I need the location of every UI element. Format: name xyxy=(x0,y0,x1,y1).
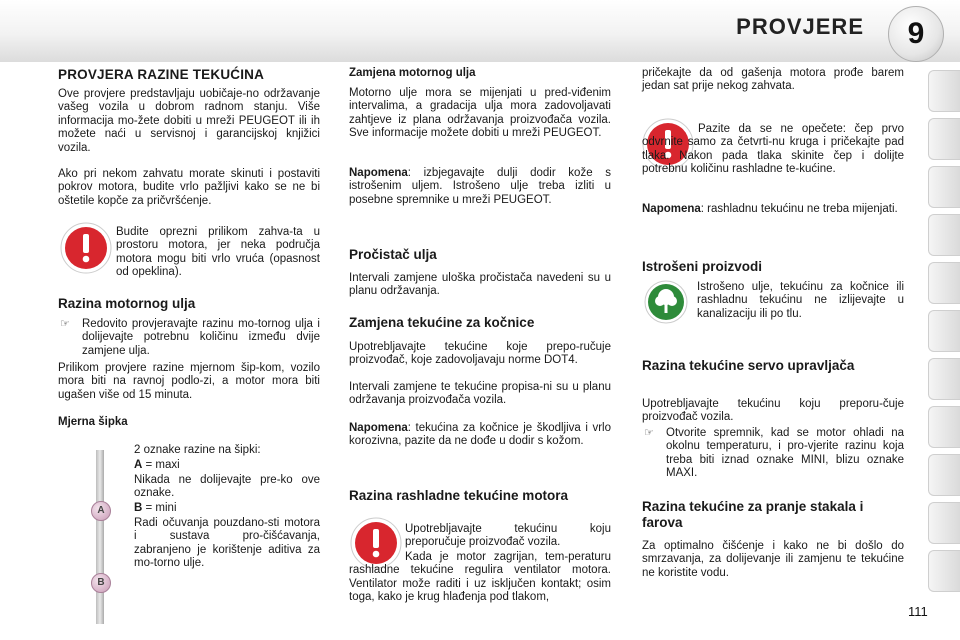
engine-heat-warning: Budite oprezni prilikom zahva-ta u prostoru motora, jer neka područja motora mogu biti vrlo vruća (opasnost od opeklina). xyxy=(116,226,320,279)
brake-fluid-note xyxy=(349,422,611,449)
note-text: : izbjegavajte dulji dodir kože s istrošenim uljem. Istrošeno ulje treba izliti u posebne spremnike u mreži PEUGEOT. xyxy=(349,167,611,206)
oil-level-heading: Razina motornog ulja xyxy=(58,296,196,311)
chapter-number-badge: 9 xyxy=(888,6,944,62)
fluid-check-heading: PROVJERA RAZINE TEKUĆINA xyxy=(58,67,265,82)
coolant-cap-warning: Pazite da se ne opečete: čep prvo odvrnite samo za četvrti-nu kruga i pričekajte pad tlaka. Nakon pada tlaka skinite čep i dolijte potrebnu količinu rashladne te-kućine. xyxy=(642,123,904,176)
oil-level-bullet xyxy=(60,318,320,358)
brake-note-label: Napomena xyxy=(349,422,408,434)
page-number: 111 xyxy=(908,604,928,619)
section-tab xyxy=(928,550,960,592)
page-title: PROVJERE xyxy=(736,14,864,39)
cover-paragraph: Ako pri nekom zahvatu morate skinuti i postaviti pokrov motora, budite vrlo pažljivi kako se ne bi oštetile kopče za pričvršćenje. xyxy=(58,168,320,207)
dipstick-intro: 2 oznake razine na šipki: xyxy=(134,444,261,456)
mark-b-letter: B xyxy=(134,502,143,514)
eco-tree-icon xyxy=(644,280,688,324)
oil-filter-heading: Pročistač ulja xyxy=(349,247,437,262)
coolant-note-label: Napomena xyxy=(642,203,701,215)
washer-fluid-heading: Razina tekućine za pranje stakala i farova xyxy=(642,499,864,530)
section-tab xyxy=(928,502,960,544)
section-tab xyxy=(928,454,960,496)
oil-change-heading: Zamjena motornog ulja xyxy=(349,67,476,79)
warning-exclamation-icon xyxy=(60,222,112,274)
coolant-note xyxy=(642,203,904,216)
brake-fluid-paragraph-1: Upotrebljavajte tekućine koje prepo-ručuje proizvođač, koje zadovoljavaju norme DOT4. xyxy=(349,341,611,367)
oil-change-note xyxy=(349,167,611,207)
coolant-paragraph-2: Kada je motor zagrijan, tem-peraturu rashladne tekućine regulira ventilator motora. Ventilator može raditi i uz isključen kontakt; osim toga, kako je krug hlađenja pod tlakom, xyxy=(349,551,611,604)
section-tab xyxy=(928,166,960,208)
coolant-paragraph-1: Upotrebljavajte tekućinu koju preporučuje proizvođač vozila. xyxy=(405,523,611,549)
brake-note-text: : tekućina za kočnice je škodljiva i vrlo korozivna, pazite da ne dođe u dodir s kožom. xyxy=(349,422,611,448)
oil-filter-paragraph: Intervali zamjene uloška pročistača navedeni su u planu održavanja. xyxy=(349,272,611,298)
coolant-note-text: : rashladnu tekućinu ne treba mijenjati. xyxy=(700,203,898,215)
dipstick-mark-a: A xyxy=(91,501,111,521)
dipstick-heading: Mjerna šipka xyxy=(58,416,128,428)
oil-level-bullet-text: Redovito provjeravajte razinu mo-tornog ulja i dolijevajte potrebnu količinu između dvije zamjene ulja. xyxy=(82,318,320,357)
washer-fluid-paragraph: Za optimalno čišćenje i kako ne bi došlo do smrzavanja, za dolijevanje ili zamjenu te tekućine ne koristite vodu. xyxy=(642,540,904,579)
section-tab xyxy=(928,118,960,160)
mark-a-letter: A xyxy=(134,459,143,471)
oil-check-paragraph: Prilikom provjere razine mjernom šip-kom, vozilo mora biti na ravnoj podlo-zi, a motor mora biti ugašen više od 15 minuta. xyxy=(58,362,320,401)
power-steering-bullet-text: Otvorite spremnik, kad se motor ohladi na okolnu temperaturu, i pro-vjerite razinu koja treba biti iznad oznake MINI, blizu oznake MAXI. xyxy=(666,427,904,480)
section-tab xyxy=(928,262,960,304)
power-steering-heading: Razina tekućine servo upravljača xyxy=(642,358,855,373)
coolant-continued: pričekajte da od gašenja motora prođe barem jedan sat prije nekog zahvata. xyxy=(642,67,904,93)
dipstick-mark-b: B xyxy=(91,573,111,593)
section-tab xyxy=(928,310,960,352)
mark-a-description: Nikada ne dolijevajte pre-ko ove oznake. xyxy=(134,474,320,500)
power-steering-paragraph: Upotrebljavajte tekućinu koju preporu-čuje proizvođač vozila. xyxy=(642,398,904,424)
section-tab xyxy=(928,358,960,400)
bullet-hand-icon: ☞ xyxy=(60,318,70,330)
used-products-heading: Istrošeni proizvodi xyxy=(642,259,763,274)
note-label: Napomena xyxy=(349,167,408,179)
mark-b-description: Radi očuvanja pouzdano-sti motora i sustava pro-čišćavanja, zabranjeno je korištenje aditiva za mo-torno ulje. xyxy=(134,517,320,570)
mark-b-value: = mini xyxy=(142,502,177,514)
section-tab xyxy=(928,214,960,256)
section-tab xyxy=(928,70,960,112)
mark-a-line xyxy=(134,459,320,472)
power-steering-bullet xyxy=(644,427,904,481)
mark-a-value: = maxi xyxy=(142,459,180,471)
mark-b-line xyxy=(134,502,320,515)
bullet-hand-icon: ☞ xyxy=(644,427,654,439)
used-products-paragraph: Istrošeno ulje, tekućinu za kočnice ili rashladnu tekućinu ne izlijevajte u kanalizaciju ili po tlu. xyxy=(697,281,904,320)
intro-paragraph: Ove provjere predstavljaju uobičaje-no održavanje vašeg vozila u dobrom radnom stanju. Više informacija mo-žete dobiti u mreži PEUGEOT ili ih možete naći u servisnoj i garancijskoj knjižici vozila. xyxy=(58,88,320,154)
brake-fluid-paragraph-2: Intervali zamjene te tekućine propisa-ni su u planu održavanja proizvođača vozila. xyxy=(349,381,611,407)
oil-change-paragraph: Motorno ulje mora se mijenjati u pred-viđenim intervalima, a gradacija ulja mora zadovoljavati zahtjeve iz plana održavanja proizvođača vozila. Sve informacije možete dobiti u mreži PEUGEOT. xyxy=(349,87,611,140)
coolant-heading: Razina rashladne tekućine motora xyxy=(349,488,569,503)
section-tab xyxy=(928,406,960,448)
brake-fluid-heading: Zamjena tekućine za kočnice xyxy=(349,315,535,330)
dipstick-illustration xyxy=(96,450,104,624)
